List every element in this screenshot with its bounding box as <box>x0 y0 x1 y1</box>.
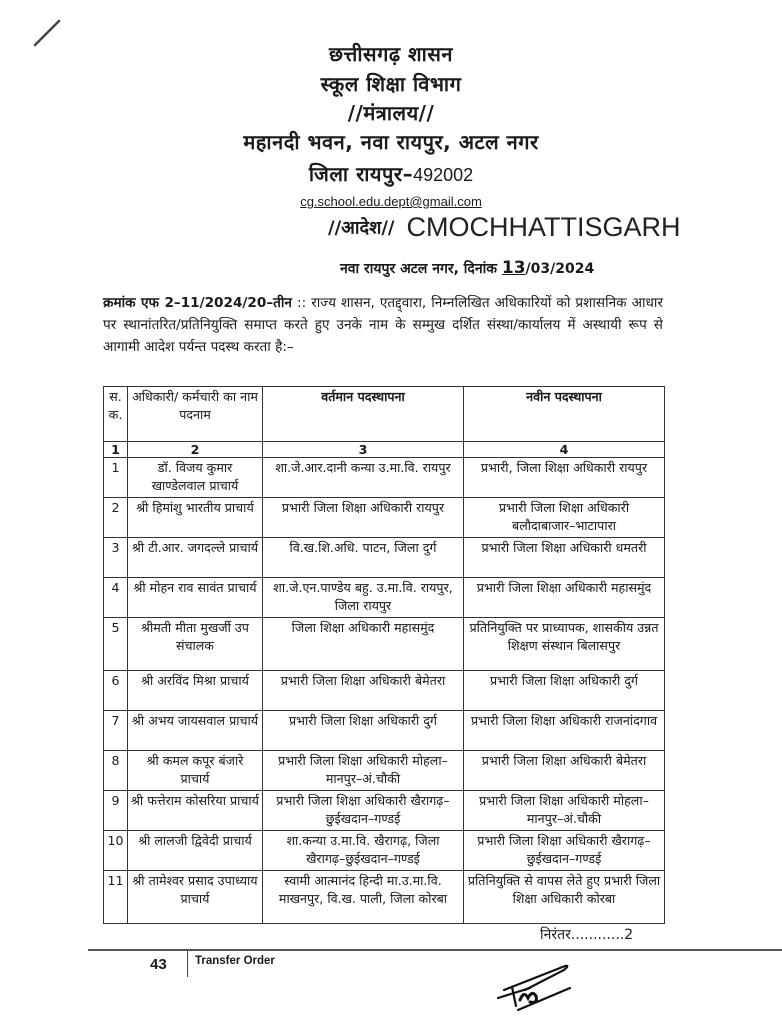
table-row <box>104 711 665 751</box>
header-new-posting: नवीन पदस्थापना <box>464 387 665 442</box>
officer-name-cell: श्री लालजी द्विवेदी प्राचार्य <box>128 831 263 871</box>
new-posting-cell: प्रभारी जिला शिक्षा अधिकारी महासमुंद <box>464 578 665 618</box>
table-header-row <box>104 387 665 442</box>
column-number: 4 <box>464 442 665 458</box>
district-line <box>0 160 782 187</box>
address-line: महानदी भवन, नवा रायपुर, अटल नगर <box>243 130 539 154</box>
column-number: 2 <box>128 442 263 458</box>
new-posting-cell: प्रभारी, जिला शिक्षा अधिकारी रायपुर <box>464 458 665 498</box>
page-number: 43 <box>150 956 167 973</box>
continuation-note: निरंतर............2 <box>540 927 634 943</box>
officer-name-cell: डॉ. विजय कुमार खाण्डेलवाल प्राचार्य <box>128 458 263 498</box>
serial-cell: 5 <box>104 618 128 671</box>
current-posting-cell: प्रभारी जिला शिक्षा अधिकारी मोहला– मानपुर–अं.चौकी <box>263 751 464 791</box>
table-row <box>104 618 665 671</box>
table-row <box>104 498 665 538</box>
serial-cell: 10 <box>104 831 128 871</box>
department-name: स्कूल शिक्षा विभाग <box>320 72 462 96</box>
new-posting-cell: प्रभारी जिला शिक्षा अधिकारी बेमेतरा <box>464 751 665 791</box>
column-number-row <box>104 442 665 458</box>
serial-cell: 2 <box>104 498 128 538</box>
new-posting-cell: प्रतिनियुक्ति पर प्राध्यापक, शासकीय उन्नत शिक्षण संस्थान बिलासपुर <box>464 618 665 671</box>
serial-cell: 8 <box>104 751 128 791</box>
table-row <box>104 831 665 871</box>
order-paragraph <box>103 292 663 358</box>
document-label: Transfer Order <box>195 955 275 967</box>
column-number: 1 <box>104 442 128 458</box>
officer-name-cell: श्री कमल कपूर बंजारे प्राचार्य <box>128 751 263 791</box>
date-rest: /03/2024 <box>525 261 595 277</box>
watermark-text: CMOCHHATTISGARH <box>406 212 681 242</box>
table-row <box>104 458 665 498</box>
serial-cell: 4 <box>104 578 128 618</box>
current-posting-cell: वि.ख.शि.अधि. पाटन, जिला दुर्ग <box>263 538 464 578</box>
officer-name-cell: श्री हिमांशु भारतीय प्राचार्य <box>128 498 263 538</box>
officer-name-cell: श्री फत्तेराम कोसरिया प्राचार्य <box>128 791 263 831</box>
current-posting-cell: शा.कन्या उ.मा.वि. खैरागढ़, जिला खैरागढ़–छुईखदान–गण्डई <box>263 831 464 871</box>
pincode: 492002 <box>413 165 474 185</box>
current-posting-cell: प्रभारी जिला शिक्षा अधिकारी दुर्ग <box>263 711 464 751</box>
header-current-posting: वर्तमान पदस्थापना <box>263 387 464 442</box>
officer-name-cell: श्री टी.आर. जगदल्ले प्राचार्य <box>128 538 263 578</box>
new-posting-cell: प्रभारी जिला शिक्षा अधिकारी राजनांदगाव <box>464 711 665 751</box>
footer-separator <box>187 951 188 977</box>
email-line <box>0 191 782 210</box>
serial-cell: 9 <box>104 791 128 831</box>
new-posting-cell: प्रभारी जिला शिक्षा अधिकारी दुर्ग <box>464 671 665 711</box>
new-posting-cell: प्रभारी जिला शिक्षा अधिकारी बलौदाबाजार–भाटापारा <box>464 498 665 538</box>
table-row <box>104 671 665 711</box>
current-posting-cell: प्रभारी जिला शिक्षा अधिकारी रायपुर <box>263 498 464 538</box>
current-posting-cell: जिला शिक्षा अधिकारी महासमुंद <box>263 618 464 671</box>
serial-cell: 6 <box>104 671 128 711</box>
new-posting-cell: प्रभारी जिला शिक्षा अधिकारी धमतरी <box>464 538 665 578</box>
table-row <box>104 791 665 831</box>
place-date-prefix: नवा रायपुर अटल नगर, दिनांक <box>340 261 502 277</box>
order-label: //आदेश// <box>328 217 395 239</box>
new-posting-cell: प्रतिनियुक्ति से वापस लेते हुए प्रभारी जिला शिक्षा अधिकारी कोरबा <box>464 871 665 924</box>
order-reference: क्रमांक एफ 2–11/2024/20–तीन <box>103 295 292 311</box>
table-row <box>104 578 665 618</box>
order-heading <box>328 212 681 243</box>
table-row <box>104 538 665 578</box>
footer-divider <box>88 949 782 951</box>
header-name: अधिकारी/ कर्मचारी का नाम पदनाम <box>128 387 263 442</box>
email-link[interactable]: cg.school.edu.dept@gmail.com <box>300 194 482 209</box>
current-posting-cell: स्वामी आत्मानंद हिन्दी मा.उ.मा.वि. माखनपुर, वि.ख. पाली, जिला कोरबा <box>263 871 464 924</box>
serial-cell: 1 <box>104 458 128 498</box>
officer-name-cell: श्री तामेश्वर प्रसाद उपाध्याय प्राचार्य <box>128 871 263 924</box>
officer-name-cell: श्री मोहन राव सावंत प्राचार्य <box>128 578 263 618</box>
district-prefix: जिला रायपुर– <box>308 162 414 186</box>
place-date-line <box>340 258 594 278</box>
new-posting-cell: प्रभारी जिला शिक्षा अधिकारी मोहला– मानपुर–अं.चौकी <box>464 791 665 831</box>
serial-cell: 7 <box>104 711 128 751</box>
transfer-table <box>103 386 665 924</box>
order-text: :: राज्य शासन, एतद्द्वारा, निम्नलिखित अधिकारियों को प्रशासनिक आधार पर स्थानांतरित/प्रतिनियुक्ति समाप्त करते हुए उनके नाम के सम्मुख दर्शित संस्था/कार्यालय में अस्थायी रूप से आगामी आदेश पर्यन्त पदस्थ करता है:– <box>103 295 663 355</box>
serial-cell: 11 <box>104 871 128 924</box>
header-serial: स. क. <box>104 387 128 442</box>
table-row <box>104 871 665 924</box>
officer-name-cell: श्रीमती मीता मुखर्जी उप संचालक <box>128 618 263 671</box>
date-day: 13 <box>501 258 526 278</box>
officer-name-cell: श्री अभय जायसवाल प्राचार्य <box>128 711 263 751</box>
signature-icon <box>490 960 580 1015</box>
government-name: छत्तीसगढ़ शासन <box>329 42 453 66</box>
table-row <box>104 751 665 791</box>
current-posting-cell: शा.जे.आर.दानी कन्या उ.मा.वि. रायपुर <box>263 458 464 498</box>
new-posting-cell: प्रभारी जिला शिक्षा अधिकारी खैरागढ़– छुईखदान–गण्डई <box>464 831 665 871</box>
current-posting-cell: प्रभारी जिला शिक्षा अधिकारी बेमेतरा <box>263 671 464 711</box>
ministry-name: //मंत्रालय// <box>347 101 435 125</box>
current-posting-cell: शा.जे.एन.पाण्डेय बहु. उ.मा.वि. रायपुर, जिला रायपुर <box>263 578 464 618</box>
serial-cell: 3 <box>104 538 128 578</box>
current-posting-cell: प्रभारी जिला शिक्षा अधिकारी खैरागढ़– छुईखदान–गण्डई <box>263 791 464 831</box>
officer-name-cell: श्री अरविंद मिश्रा प्राचार्य <box>128 671 263 711</box>
column-number: 3 <box>263 442 464 458</box>
